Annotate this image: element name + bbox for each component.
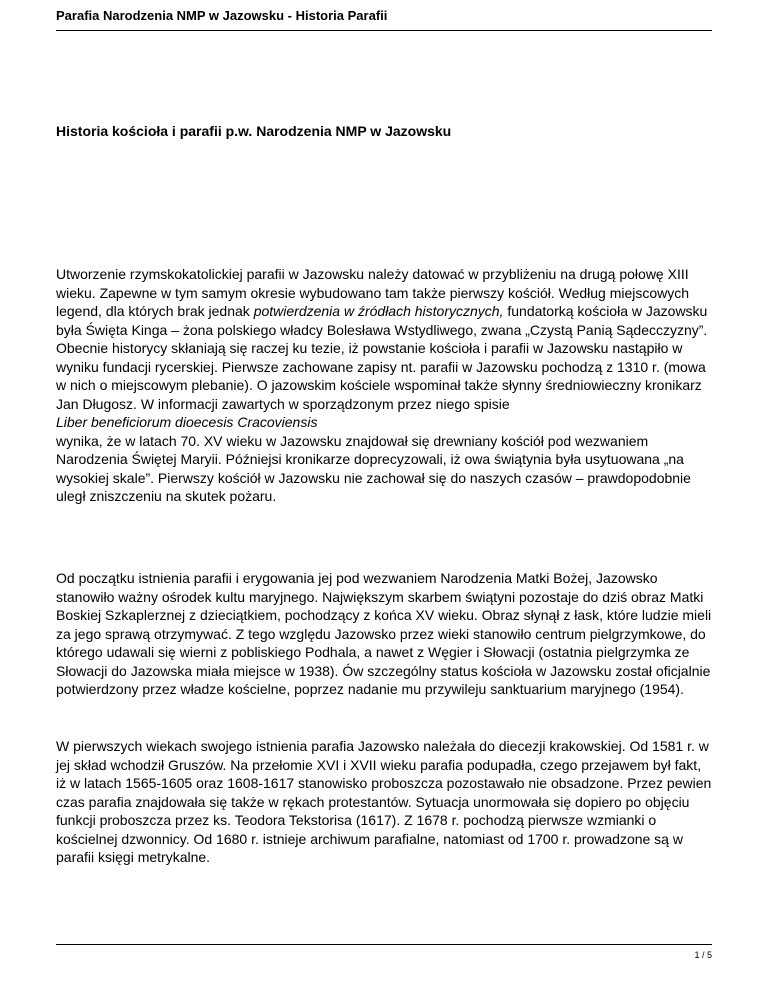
paragraph-marian-cult: Od początku istnienia parafii i erygowania jej pod wezwaniem Narodzenia Matki Bożej, Jazowsko stanowiło ważny ośrodek kultu maryjnego. Największym skarbem świątyni pozostaje do dziś obraz Matki Boskiej Szkaplerznej z dzieciątkiem, pochodzący z końca XV wieku. Obraz słynął z łask, które ludzie mieli za jego sprawą otrzymywać. Z tego względu Jazowsko przez wieki stanowiło centrum pielgrzymkowe, do którego udawali się wierni z pobliskiego Podhala, a nawet z Węgier i Słowacji (ostatnia pielgrzymka ze Słowacji do Jazowska miała miejsce w 1938). Ów szczególny status kościoła w Jazowsku został oficjalnie potwierdzony przez władze kościelne, poprzez nadanie mu przywileju sanktuarium maryjnego (1954). — [56, 570, 712, 697]
p1-text-3: wynika, że w latach 70. XV wieku w Jazowsku znajdował się drewniany kościół pod wezwaniem Narodzenia Świętej Maryii. Późniejsi kronikarze doprecyzowali, iż owa świątynia była usytuowana „na wysokiej skale”. Pierwszy kościół w Jazowsku nie zachował się do naszych czasów – prawdopodobnie uległ zniszczeniu na skutek pożaru. — [56, 432, 691, 504]
p1-text-2: fundatorką kościoła w Jazowsku była Święta Kinga – żona polskiego władcy Bolesława Wstydliwego, zwana „Czystą Panią Sądecczyzny”. Obecnie historycy skłaniają się raczej ku tezie, iż powstanie kościoła i parafii w Jazowsku nastąpiło w wyniku fundacji rycerskiej. Pierwsze zachowane zapisy nt. parafii w Jazowsku pochodzą z 1310 r. (mowa w nich o miejscowym plebanie). O jazowskim kościele wspominał także słynny średniowieczny kronikarz Jan Długosz. W informacji zawartych w sporządzonym przez niego spisie — [56, 303, 708, 412]
p1-italic-source-note: potwierdzenia w źródłach historycznych, — [253, 303, 504, 319]
paragraph-origins — [56, 265, 712, 506]
p1-text-1: Utworzenie rzymskokatolickiej parafii w Jazowsku należy datować w przybliżeniu na drugą połowę XIII wieku. Zapewne w tym samym okresie wybudowano tam także pierwszy kościół. Według miejscowych legend, dla których brak jednak — [56, 266, 690, 319]
article-title: Historia kościoła i parafii p.w. Narodzenia NMP w Jazowsku — [56, 123, 452, 139]
paragraph-early-centuries: W pierwszych wiekach swojego istnienia parafia Jazowsko należała do diecezji krakowskiej. Od 1581 r. w jej skład wchodził Gruszów. Na przełomie XVI i XVII wieku parafia podupadła, czego przejawem był fakt, iż w latach 1565-1605 oraz 1608-1617 stanowisko proboszcza pozostawało nie obsadzone. Przez pewien czas parafia znajdowała się także w rękach protestantów. Sytuacja unormowała się dopiero po objęciu funkcji proboszcza przez ks. Teodora Tekstorisa (1617). Z 1678 r. pochodzą pierwsze wzmianki o kościelnej dzwonnicy. Od 1680 r. istnieje archiwum parafialne, natomiast od 1700 r. prowadzone są w parafii księgi metrykalne. — [56, 738, 712, 865]
header-divider — [56, 30, 712, 31]
page-number: 1 / 5 — [694, 950, 712, 960]
p1-italic-book-title: Liber beneficiorum dioecesis Cracoviensis — [56, 414, 318, 430]
footer-divider — [56, 944, 712, 945]
running-header: Parafia Narodzenia NMP w Jazowsku - Historia Parafii — [56, 8, 388, 23]
